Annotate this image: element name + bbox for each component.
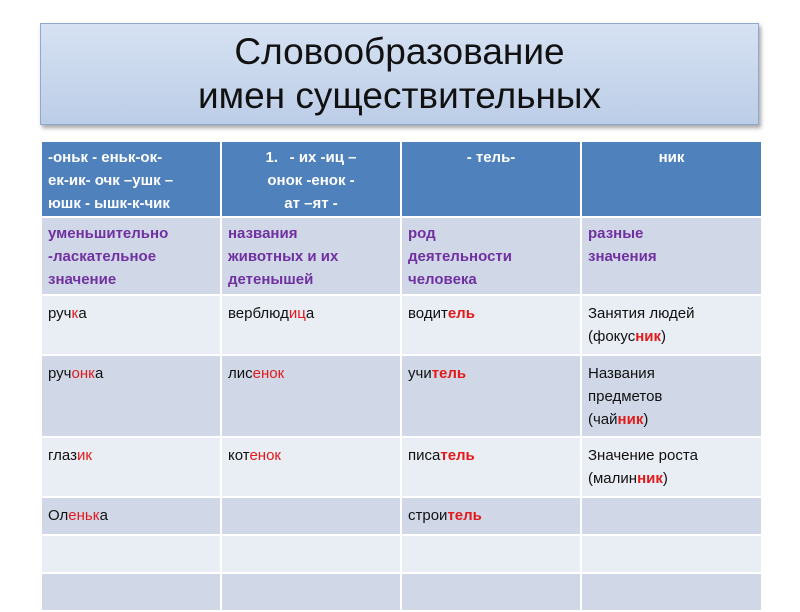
suffix-highlight: онк — [71, 365, 96, 382]
example-cell: лисенок — [221, 355, 401, 437]
example-cell: верблюдица — [221, 295, 401, 355]
suffix-highlight: ик — [76, 447, 92, 464]
suffix-highlight: ник — [637, 470, 663, 487]
table-row — [41, 355, 762, 437]
example-cell: глазик — [41, 437, 221, 497]
meaning-row — [41, 217, 762, 295]
title-line-2: имен существительных — [197, 75, 602, 116]
header-tel-suffix: - тель- — [401, 141, 581, 217]
header-nik-suffix: ник — [581, 141, 762, 217]
header-diminutive-suffixes: -оньк - еньк-ок- ек-ик- очк –ушк – юшк - ышк-к-чик — [41, 141, 221, 217]
suffix-highlight: енок — [249, 447, 281, 464]
suffix-table — [40, 140, 763, 612]
empty-cell — [581, 497, 762, 535]
table-row — [41, 573, 762, 611]
suffix-highlight: тель — [440, 447, 475, 464]
example-cell: Значение роста (малинник) — [581, 437, 762, 497]
suffix-highlight: ник — [617, 411, 644, 428]
suffix-highlight: к — [71, 305, 79, 322]
empty-cell — [41, 573, 221, 611]
suffix-highlight: иц — [288, 305, 306, 322]
example-cell: строитель — [401, 497, 581, 535]
example-cell: писатель — [401, 437, 581, 497]
meaning-various: разные значения — [581, 217, 762, 295]
meaning-animals: названия животных и их детенышей — [221, 217, 401, 295]
table-row — [41, 437, 762, 497]
table-row — [41, 295, 762, 355]
example-cell: водитель — [401, 295, 581, 355]
empty-cell — [401, 535, 581, 573]
suffix-highlight: ник — [635, 328, 662, 345]
example-cell: ручонка — [41, 355, 221, 437]
table-row — [41, 497, 762, 535]
empty-cell — [221, 497, 401, 535]
empty-cell — [41, 535, 221, 573]
table-row — [41, 535, 762, 573]
title-line-1: Словообразование — [234, 31, 565, 72]
suffix-highlight: еньк — [68, 507, 100, 524]
suffix-highlight: ель — [447, 305, 475, 322]
meaning-occupation: род деятельности человека — [401, 217, 581, 295]
empty-cell — [401, 573, 581, 611]
empty-cell — [221, 573, 401, 611]
empty-cell — [221, 535, 401, 573]
example-cell: ручка — [41, 295, 221, 355]
empty-cell — [581, 535, 762, 573]
empty-cell — [581, 573, 762, 611]
suffix-highlight: енок — [252, 365, 285, 382]
suffix-highlight: тель — [447, 507, 482, 524]
list-number: 1. — [265, 149, 278, 166]
meaning-diminutive: уменьшительно -ласкательное значение — [41, 217, 221, 295]
slide-title — [40, 23, 759, 125]
example-cell: котенок — [221, 437, 401, 497]
suffix-highlight: тель — [431, 365, 467, 382]
table-header-row — [41, 141, 762, 217]
example-cell: Названия предметов (чайник) — [581, 355, 762, 437]
header-animal-suffixes: 1. - их -иц – онок -енок - ат –ят - — [221, 141, 401, 217]
example-cell: Оленька — [41, 497, 221, 535]
example-cell: Занятия людей (фокусник) — [581, 295, 762, 355]
example-cell: учитель — [401, 355, 581, 437]
